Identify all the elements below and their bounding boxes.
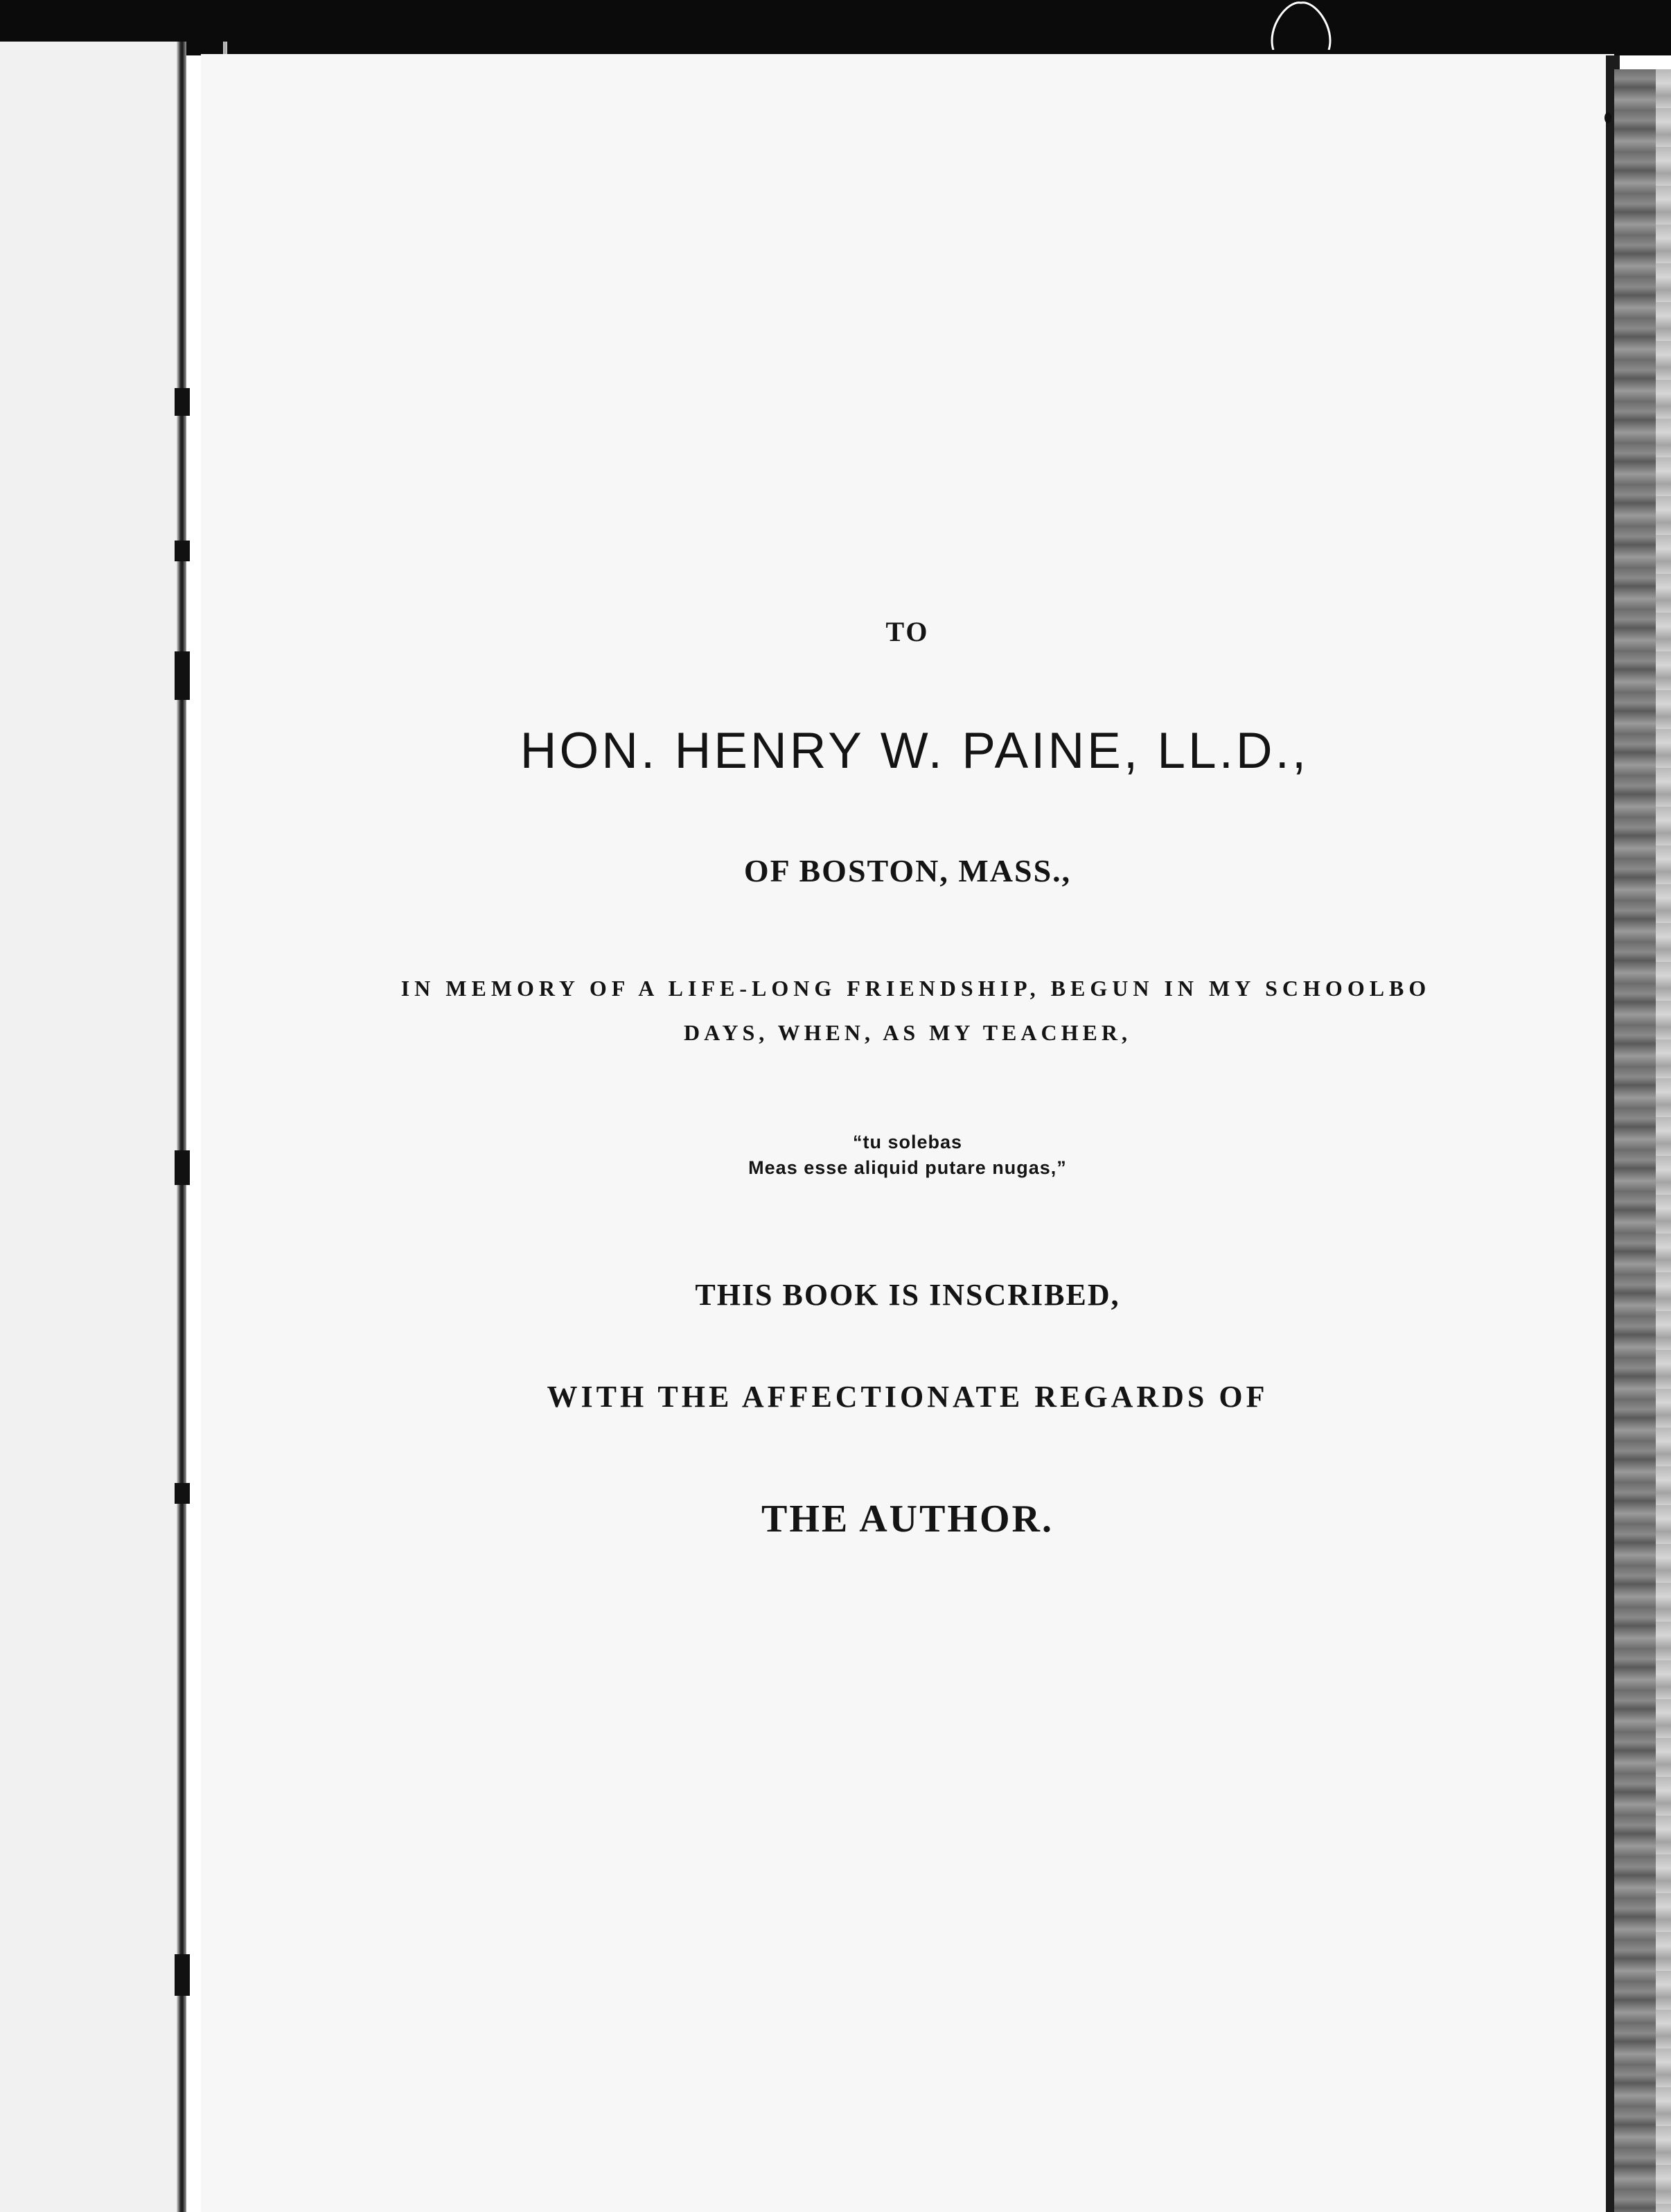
regards-line: WITH THE AFFECTIONATE REGARDS OF <box>547 1380 1268 1414</box>
memory-line-1: IN MEMORY OF A LIFE-LONG FRIENDSHIP, BEGUN IN MY SCHOOLBO <box>400 976 1431 1001</box>
book-board-highlight <box>1656 69 1671 2212</box>
memory-line-2: DAYS, WHEN, AS MY TEACHER, <box>684 1020 1131 1045</box>
dedication-to: TO <box>885 616 930 647</box>
page-corner-dot <box>1604 112 1611 123</box>
scan-top-band <box>0 0 1671 55</box>
honoree-name: HON. HENRY W. PAINE, LL.D., <box>520 723 1309 779</box>
edge-blot <box>175 651 190 700</box>
edge-blot <box>175 1483 190 1504</box>
edge-blot <box>175 1954 190 1996</box>
latin-quote-line-1: “tu solebas <box>852 1132 963 1152</box>
edge-blot <box>175 541 190 561</box>
facing-page-strip <box>0 42 186 2212</box>
honoree-city: OF BOSTON, MASS., <box>743 853 1072 888</box>
author-signoff: THE AUTHOR. <box>761 1498 1054 1540</box>
edge-blot <box>175 1150 190 1185</box>
corner-curl-mark <box>1259 0 1343 50</box>
inscription-line: THIS BOOK IS INSCRIBED, <box>695 1278 1120 1312</box>
latin-quote-line-2: Meas esse aliquid putare nugas,” <box>748 1157 1067 1178</box>
left-page-edge <box>177 42 186 2212</box>
edge-blot <box>175 388 190 416</box>
